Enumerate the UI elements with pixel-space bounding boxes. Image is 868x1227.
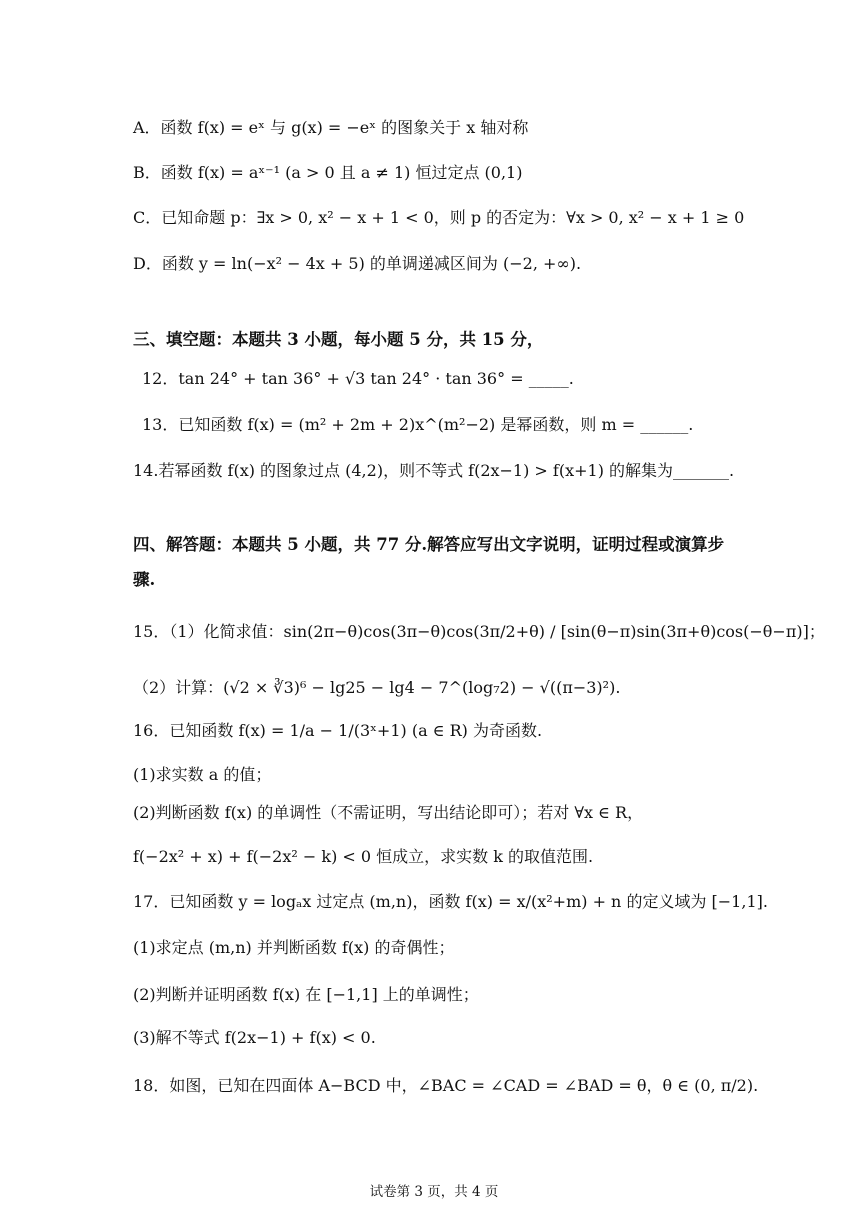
question-17: 17．已知函数 y = logₐx 过定点 (m,n)，函数 f(x) = x/(x²+m) + n 的定义域为 [−1,1].: [133, 892, 768, 911]
section-fill-in-heading: 三、填空题：本题共 3 小题，每小题 5 分，共 15 分，: [133, 330, 544, 349]
section-answer-heading: 四、解答题：本题共 5 小题，共 77 分.解答应写出文字说明，证明过程或演算步: [133, 535, 725, 554]
question-13: 13．已知函数 f(x) = (m² + 2m + 2)x^(m²−2) 是幂函数，则 m = ______.: [142, 415, 694, 434]
question-17-part-2: (2)判断并证明函数 f(x) 在 [−1,1] 上的单调性；: [133, 985, 479, 1004]
option-d: D．函数 y = ln(−x² − 4x + 5) 的单调递减区间为 (−2, +∞).: [133, 254, 582, 273]
question-17-part-1: (1)求定点 (m,n) 并判断函数 f(x) 的奇偶性；: [133, 938, 455, 957]
page-footer: 试卷第 3 页，共 4 页: [369, 1184, 499, 1200]
question-17-part-3: (3)解不等式 f(2x−1) + f(x) < 0.: [133, 1028, 376, 1047]
question-16: 16．已知函数 f(x) = 1/a − 1/(3ˣ+1) (a ∈ R) 为奇函数.: [133, 721, 543, 740]
question-16-part-2-cont: f(−2x² + x) + f(−2x² − k) < 0 恒成立，求实数 k 的取值范围.: [133, 847, 594, 866]
question-18: 18．如图，已知在四面体 A−BCD 中，∠BAC = ∠CAD = ∠BAD = θ，θ ∈ (0, π/2).: [133, 1076, 759, 1095]
question-16-part-2: (2)判断函数 f(x) 的单调性（不需证明，写出结论即可）；若对 ∀x ∈ R，: [133, 803, 644, 822]
question-14: 14.若幂函数 f(x) 的图象过点 (4,2)，则不等式 f(2x−1) > f(x+1) 的解集为_______.: [133, 461, 735, 480]
option-a: A．函数 f(x) = eˣ 与 g(x) = −eˣ 的图象关于 x 轴对称: [133, 118, 529, 137]
option-b: B．函数 f(x) = aˣ⁻¹ (a > 0 且 a ≠ 1) 恒过定点 (0,1): [133, 163, 523, 182]
option-c: C．已知命题 p：∃x > 0, x² − x + 1 < 0，则 p 的否定为：∀x > 0, x² − x + 1 ≥ 0: [133, 208, 745, 227]
question-15-part-2: （2）计算：(√2 × ∛3)⁶ − lg25 − lg4 − 7^(log₇2) − √((π−3)²).: [133, 678, 621, 697]
question-15-part-1: 15．（1）化简求值：sin(2π−θ)cos(3π−θ)cos(3π/2+θ) / [sin(θ−π)sin(3π+θ)cos(−θ−π)]；: [133, 622, 825, 641]
question-16-part-1: (1)求实数 a 的值；: [133, 765, 272, 784]
section-answer-heading-cont: 骤.: [133, 570, 156, 589]
question-12: 12．tan 24° + tan 36° + √3 tan 24° · tan 36° = _____.: [142, 369, 574, 388]
